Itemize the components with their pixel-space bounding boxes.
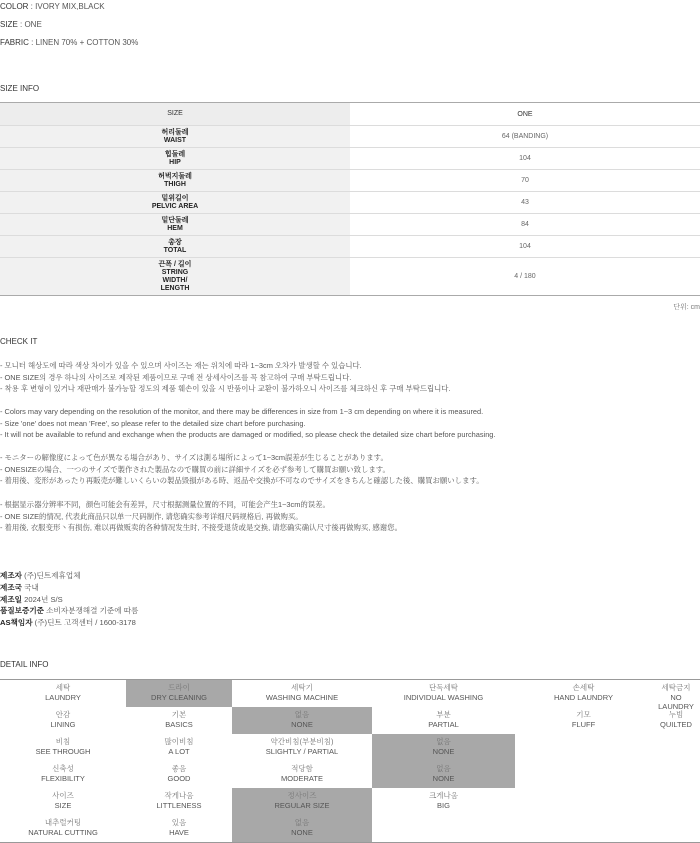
detail-cell <box>126 707 232 734</box>
size-header-label: SIZE <box>0 103 350 126</box>
detail-cell-ko: 단독세탁 <box>429 683 458 692</box>
detail-cell-ko: 세탁기 <box>291 683 313 692</box>
size-table <box>0 102 700 296</box>
maker-info <box>0 570 138 629</box>
detail-cell-en: SIZE <box>54 800 72 810</box>
detail-cell <box>0 815 126 842</box>
fabric-value: : LINEN 70% + COTTON 30% <box>28 38 139 47</box>
detail-cell-en: INDIVIDUAL WASHING <box>403 692 484 702</box>
size-row-ko: 끈폭 / 길이 <box>158 260 192 268</box>
detail-cell-ko: 비침 <box>55 737 71 746</box>
detail-row <box>0 680 700 711</box>
maker-label: AS책임자 <box>0 618 33 628</box>
maker-label: 품질보증기준 <box>0 606 45 616</box>
detail-cell-selected <box>232 788 372 815</box>
detail-cell <box>515 734 652 761</box>
detail-cell-en: PARTIAL <box>428 719 459 729</box>
detail-row <box>0 707 700 734</box>
maker-line <box>0 570 138 582</box>
detail-cell-ko: 안감 <box>55 710 71 719</box>
detail-cell <box>652 815 700 842</box>
size-row-ko: 허벅지둘레 <box>158 172 192 180</box>
size-row-ko: 밑위길이 <box>161 194 189 202</box>
detail-cell <box>372 680 515 707</box>
size-row <box>0 192 700 214</box>
detail-cell <box>515 788 652 815</box>
detail-cell <box>652 680 700 711</box>
size-row-en: HEM <box>167 224 183 232</box>
note-line: - ONESIZEの場合、一つのサイズで製作された製品なので購買の前に詳細サイズを必ず参考して購買お願い致します。 <box>0 464 390 474</box>
size-row-value: 43 <box>521 199 529 206</box>
detail-cell-en: HAVE <box>169 827 189 837</box>
unit-note: 단위: cm <box>673 304 700 311</box>
detail-cell-en: FLEXIBILITY <box>41 773 85 783</box>
detail-cell <box>232 761 372 788</box>
detail-cell-en: GOOD <box>167 773 191 783</box>
size-row-en: HIP <box>169 158 181 166</box>
detail-cell-selected <box>232 707 372 734</box>
detail-cell-en: QUILTED <box>660 719 692 729</box>
note-line: - Colors may vary depending on the resolution of the monitor, and there may be differences in size from 1~3 cm depending on where it is measured. <box>0 407 484 416</box>
detail-cell-ko: 없음 <box>436 764 451 773</box>
size-row-ko: 허리둘레 <box>161 128 189 136</box>
detail-cell-selected <box>126 680 232 707</box>
detail-cell-ko: 적당함 <box>291 764 313 773</box>
check-it-english <box>0 406 495 441</box>
size-row-en: TOTAL <box>163 246 187 254</box>
detail-cell-ko: 신축성 <box>52 764 74 773</box>
size-spec <box>0 20 42 29</box>
detail-cell <box>515 707 652 734</box>
maker-value: (주)딘트 고객센터 / 1600-3178 <box>32 618 136 628</box>
detail-cell-en: LINING <box>50 719 76 729</box>
detail-grid <box>0 679 700 843</box>
detail-cell-en: NATURAL CUTTING <box>28 827 98 837</box>
detail-cell-selected <box>232 815 372 842</box>
size-label: SIZE <box>0 20 18 29</box>
detail-cell-en: A LOT <box>168 746 190 756</box>
note-line: - ONE SIZE의 경우 하나의 사이즈로 제작된 제품이므로 구매 전 상세사이즈를 꼭 참고하여 구매 부탁드립니다. <box>0 372 352 382</box>
detail-cell <box>515 761 652 788</box>
detail-row <box>0 761 700 788</box>
detail-cell-en: HAND LAUNDRY <box>553 692 614 702</box>
detail-cell-en: DRY CLEANING <box>151 692 207 702</box>
size-row <box>0 126 700 148</box>
detail-cell-ko: 크게나옴 <box>429 791 458 800</box>
maker-value: 소비자분쟁해결 기준에 따름 <box>44 606 139 616</box>
detail-cell <box>126 815 232 842</box>
note-line: - Size 'one' does not mean 'Free', so please refer to the detailed size chart before purchasing. <box>0 418 306 428</box>
detail-cell-selected <box>372 734 515 761</box>
note-line: - ONE SIZE的情况, 代表此商品只以单一尺码制作, 请您确实参考详细尺码规格后, 再做购买。 <box>0 511 303 521</box>
detail-cell-ko: 없음 <box>436 737 451 746</box>
detail-cell <box>652 734 700 761</box>
detail-row <box>0 734 700 761</box>
detail-cell-en: NONE <box>432 746 455 756</box>
detail-cell-ko: 많이비침 <box>164 737 194 746</box>
size-row-en: WAIST <box>163 136 187 144</box>
size-row <box>0 148 700 170</box>
detail-cell <box>372 788 515 815</box>
check-it-korean <box>0 360 450 395</box>
detail-cell <box>0 788 126 815</box>
detail-cell-ko: 부분 <box>436 710 451 719</box>
detail-cell <box>372 707 515 734</box>
detail-cell-en: LAUNDRY <box>45 692 81 702</box>
size-row <box>0 170 700 192</box>
detail-cell-ko: 세탁금지 <box>661 683 691 692</box>
detail-cell-ko: 정사이즈 <box>287 791 317 800</box>
size-row <box>0 258 700 296</box>
detail-cell <box>232 680 372 707</box>
maker-line <box>0 617 138 629</box>
check-it-chinese <box>0 499 402 534</box>
size-info-title: SIZE INFO <box>0 84 40 93</box>
size-row-value: 84 <box>521 221 529 228</box>
detail-cell <box>652 761 700 788</box>
size-value: : ONE <box>17 20 42 29</box>
detail-cell-ko: 작게나옴 <box>164 791 194 800</box>
size-row-ko: 힙둘레 <box>164 150 186 158</box>
detail-cell-en: SLIGHTLY / PARTIAL <box>265 746 339 756</box>
note-line: - 根据显示器分辨率不同，颜色可能会有差异，尺寸根据测量位置的不同，可能会产生1~3cm的误差。 <box>0 500 330 509</box>
detail-cell <box>652 707 700 734</box>
detail-cell <box>0 734 126 761</box>
maker-label: 제조국 <box>0 582 23 592</box>
detail-cell-ko: 없음 <box>294 818 310 827</box>
maker-value: (주)딘트제휴업체 <box>22 571 81 580</box>
detail-info-title: DETAIL INFO <box>0 660 49 669</box>
detail-cell <box>126 734 232 761</box>
maker-label: 제조자 <box>0 571 23 580</box>
size-row-value: 64 (BANDING) <box>501 133 549 140</box>
detail-cell-en: BIG <box>437 800 450 810</box>
fabric-spec <box>0 38 138 47</box>
size-header-value: ONE <box>517 110 533 118</box>
detail-cell-selected <box>372 761 515 788</box>
detail-row <box>0 815 700 842</box>
maker-line <box>0 605 138 617</box>
maker-label: 제조일 <box>0 594 23 604</box>
detail-cell <box>515 680 652 707</box>
size-row-en: PELVIC AREA <box>151 202 199 210</box>
detail-cell <box>126 788 232 815</box>
maker-value: 국내 <box>22 582 39 592</box>
detail-cell-en: WASHING MACHINE <box>265 692 339 702</box>
detail-cell-ko: 손세탁 <box>572 683 595 692</box>
maker-line <box>0 594 138 606</box>
detail-cell-en: NONE <box>291 719 313 729</box>
detail-cell-ko: 세탁 <box>55 683 71 692</box>
note-line: - 착용 후 변형이 있거나 재판매가 불가능할 정도의 제품 훼손이 있을 시 반품이나 교환이 불가하오니 사이즈를 체크하신 후 구매 부탁드립니다. <box>0 384 451 394</box>
size-row-ko: 밑단둘레 <box>161 216 189 224</box>
detail-cell <box>232 734 372 761</box>
detail-cell-ko: 기본 <box>171 710 187 719</box>
size-row-value: 4 / 180 <box>514 273 536 280</box>
size-row-en: THIGH <box>164 180 186 188</box>
detail-cell-en: MODERATE <box>281 773 323 783</box>
size-row-value: 104 <box>519 155 531 162</box>
fabric-label: FABRIC <box>0 38 29 47</box>
check-it-title: CHECK IT <box>0 337 38 346</box>
note-line: - 着用後、変形があったり再販売が難しいくらいの製品毀損がある時、返品や交換が不可なのでサイズをきちんと確認した後、購買お願いします。 <box>0 476 484 486</box>
note-line: - モニターの解像度によって色が異なる場合があり、サイズは測る場所によって1~3cm誤差が生じることがあります。 <box>0 453 388 462</box>
detail-cell-en: NO LAUNDRY <box>658 692 694 711</box>
size-row-ko: 총장 <box>168 238 182 246</box>
detail-cell <box>0 680 126 707</box>
detail-cell-ko: 약간비침(부분비침) <box>270 737 334 746</box>
detail-cell-en: NONE <box>432 773 455 783</box>
note-line: - 着用後, 衣服变形丶有损伤, 难以再做贩卖的各种情况发生时, 不接受退货或是交换, 请您确实确认尺寸後再做购买, 感谢您。 <box>0 523 402 533</box>
color-spec <box>0 2 105 11</box>
detail-cell-ko: 좋음 <box>171 764 187 773</box>
size-row-value: 104 <box>519 243 531 250</box>
detail-cell-ko: 내추럴커팅 <box>44 818 82 827</box>
note-line: - 모니터 해상도에 따라 색상 차이가 있을 수 있으며 사이즈는 재는 위치에 따라 1~3cm 오차가 발생할 수 있습니다. <box>0 361 362 370</box>
detail-cell <box>0 707 126 734</box>
detail-cell-ko: 사이즈 <box>52 791 74 800</box>
detail-row <box>0 788 700 815</box>
detail-cell-en: REGULAR SIZE <box>274 800 330 810</box>
detail-cell-ko: 드라이 <box>168 683 190 692</box>
detail-cell-en: LITTLENESS <box>156 800 202 810</box>
size-row-en: STRING WIDTH/ LENGTH <box>160 268 190 292</box>
size-row <box>0 214 700 236</box>
detail-cell <box>0 761 126 788</box>
detail-cell-ko: 누빔 <box>668 710 684 719</box>
detail-cell <box>515 815 652 842</box>
detail-cell <box>652 788 700 815</box>
size-table-header <box>0 103 700 126</box>
detail-cell-ko: 있음 <box>171 818 187 827</box>
note-line: - It will not be available to refund and exchange when the products are damaged or modified, so please check the detailed size chart before purchasing. <box>0 430 496 440</box>
size-row <box>0 236 700 258</box>
detail-cell <box>126 761 232 788</box>
detail-cell-en: NONE <box>291 827 313 837</box>
detail-cell <box>372 815 515 842</box>
maker-value: 2024년 S/S <box>22 594 63 604</box>
maker-line <box>0 582 138 594</box>
detail-cell-en: BASICS <box>165 719 193 729</box>
color-label: COLOR <box>0 2 29 11</box>
detail-cell-en: SEE THROUGH <box>35 746 91 756</box>
detail-cell-en: FLUFF <box>571 719 596 729</box>
size-row-value: 70 <box>521 177 529 184</box>
detail-cell-ko: 기모 <box>576 710 591 719</box>
color-value: : IVORY MIX,BLACK <box>28 2 105 11</box>
check-it-japanese <box>0 452 484 487</box>
detail-cell-ko: 없음 <box>294 710 310 719</box>
